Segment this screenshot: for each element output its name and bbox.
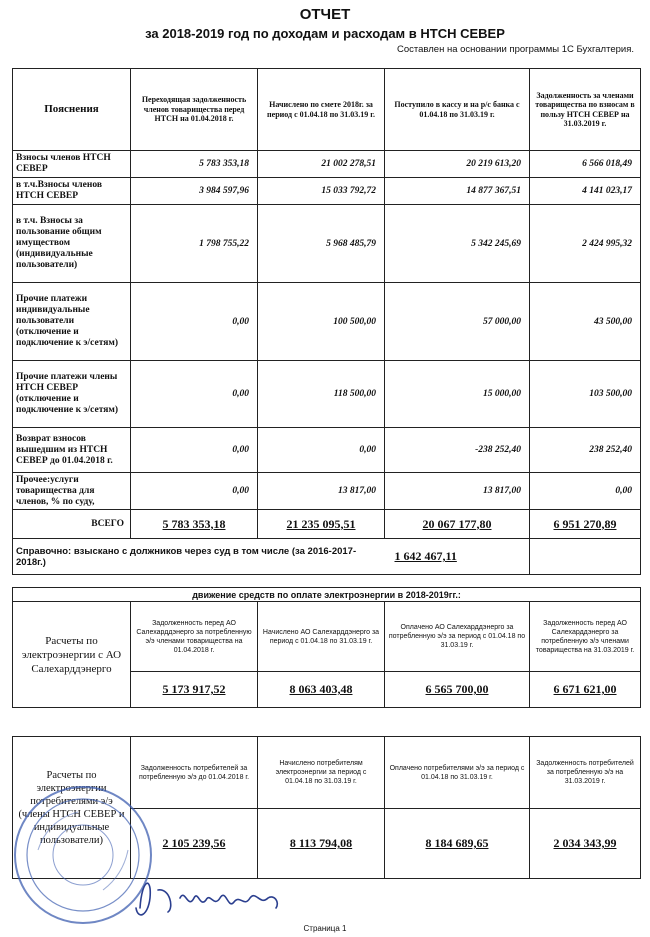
value-cell: 0,00 — [131, 361, 258, 428]
value-cell: 0,00 — [258, 428, 385, 473]
header-cell: Задолженность потребителей за потребленную э/э на 31.03.2019 г. — [530, 737, 641, 809]
electric-section-title: движение средств по оплате электроэнергии в 2018-2019гг.: — [13, 588, 641, 602]
reference-value: 1 642 467,11 — [385, 539, 530, 575]
electric-supplier-table — [12, 587, 641, 708]
value-cell: 2 424 995,32 — [530, 205, 641, 283]
header-cell: Задолженность перед АО Салехарддэнерго за потребленную э/э членами товарищества на 01.04.2018 г. — [131, 602, 258, 672]
header-cell: Пояснения — [13, 69, 131, 151]
value-cell: 13 817,00 — [258, 473, 385, 510]
total-row — [13, 510, 641, 539]
row-label: Взносы членов НТСН СЕВЕР — [13, 151, 131, 178]
table-row — [13, 178, 641, 205]
header-cell: Начислено АО Салехарддэнерго за период с 01.04.18 по 31.03.19 г. — [258, 602, 385, 672]
value-cell: 13 817,00 — [385, 473, 530, 510]
electric-value: 8 063 403,48 — [258, 672, 385, 708]
consumers-value: 2 034 343,99 — [530, 809, 641, 879]
electric-value: 6 565 700,00 — [385, 672, 530, 708]
header-cell: Переходящая задолженность членов товарищества перед НТСН на 01.04.2018 г. — [131, 69, 258, 151]
reference-row — [13, 539, 641, 575]
page-number: Страница 1 — [303, 924, 347, 933]
header-cell: Оплачено потребителями э/э за период с 01.04.18 по 31.03.19 г. — [385, 737, 530, 809]
value-cell: 43 500,00 — [530, 283, 641, 361]
total-value: 20 067 177,80 — [385, 510, 530, 539]
report-subtitle: за 2018-2019 год по доходам и расходам в НТСН СЕВЕР — [145, 26, 505, 41]
value-cell: 0,00 — [131, 473, 258, 510]
row-label: Возврат взносов вышедшим из НТСН СЕВЕР до 01.04.2018 г. — [13, 428, 131, 473]
row-label: Прочие платежи индивидуальные пользователи (отключение и подключение к э/сетям) — [13, 283, 131, 361]
value-cell: -238 252,40 — [385, 428, 530, 473]
row-label: Прочее:услуги товарищества для членов, % по суду, — [13, 473, 131, 510]
header-cell: Задолженность за членами товарищества по взносам в пользу НТСН СЕВЕР на 31.03.2019 г. — [530, 69, 641, 151]
value-cell: 6 566 018,49 — [530, 151, 641, 178]
header-cell: Начислено потребителям электроэнергии за период с 01.04.18 по 31.03.19 г. — [258, 737, 385, 809]
header-cell: Оплачено АО Салехарддэнерго за потребленную э/э за период с 01.04.18 по 31.03.19 г. — [385, 602, 530, 672]
reference-empty — [530, 539, 641, 575]
table-row — [13, 473, 641, 510]
header-cell: Задолженность перед АО Салехарддэнерго за потребленную э/э членами товарищества на 31.03.2019 г. — [530, 602, 641, 672]
table-row — [13, 361, 641, 428]
table-row — [13, 283, 641, 361]
value-cell: 5 783 353,18 — [131, 151, 258, 178]
signature-icon — [130, 868, 290, 928]
consumers-value: 8 184 689,65 — [385, 809, 530, 879]
electric-value: 6 671 621,00 — [530, 672, 641, 708]
value-cell: 5 342 245,69 — [385, 205, 530, 283]
value-cell: 20 219 613,20 — [385, 151, 530, 178]
value-cell: 15 033 792,72 — [258, 178, 385, 205]
value-cell: 100 500,00 — [258, 283, 385, 361]
consumers-value: 2 105 239,56 — [131, 809, 258, 879]
value-cell: 3 984 597,96 — [131, 178, 258, 205]
total-value: 5 783 353,18 — [131, 510, 258, 539]
value-cell: 5 968 485,79 — [258, 205, 385, 283]
total-value: 21 235 095,51 — [258, 510, 385, 539]
table-row — [13, 205, 641, 283]
row-label: в т.ч.Взносы членов НТСН СЕВЕР — [13, 178, 131, 205]
electric-header-row — [13, 602, 641, 672]
table-header-row — [13, 69, 641, 151]
value-cell: 0,00 — [530, 473, 641, 510]
value-cell: 238 252,40 — [530, 428, 641, 473]
row-label: Прочие платежи члены НТСН СЕВЕР (отключение и подключение к э/сетям) — [13, 361, 131, 428]
report-title: ОТЧЕТ — [299, 6, 351, 23]
value-cell: 15 000,00 — [385, 361, 530, 428]
value-cell: 0,00 — [131, 428, 258, 473]
value-cell: 21 002 278,51 — [258, 151, 385, 178]
report-basis-note: Составлен на основании программы 1С Бухгалтерия. — [397, 44, 634, 55]
main-report-table — [12, 68, 641, 575]
total-label: ВСЕГО — [13, 510, 131, 539]
total-value: 6 951 270,89 — [530, 510, 641, 539]
header-cell: Поступило в кассу и на р/с банка с 01.04.18 по 31.03.19 г. — [385, 69, 530, 151]
table-row — [13, 151, 641, 178]
value-cell: 0,00 — [131, 283, 258, 361]
table-row — [13, 428, 641, 473]
value-cell: 103 500,00 — [530, 361, 641, 428]
row-label: в т.ч. Взносы за пользование общим имуществом (индивидуальные пользователи) — [13, 205, 131, 283]
value-cell: 57 000,00 — [385, 283, 530, 361]
consumers-row-label: Расчеты по электроэнергии потребителями э/э (члены НТСН СЕВЕР и индивидуальные пользователи) — [13, 737, 131, 879]
section-title-row — [13, 588, 641, 602]
electric-value: 5 173 917,52 — [131, 672, 258, 708]
consumers-value: 8 113 794,08 — [258, 809, 385, 879]
value-cell: 1 798 755,22 — [131, 205, 258, 283]
reference-label: Справочно: взыскано с должников через суд в том числе (за 2016-2017-2018г.) — [13, 539, 385, 575]
value-cell: 14 877 367,51 — [385, 178, 530, 205]
header-cell: Задолженность потребителей за потребленную э/э до 01.04.2018 г. — [131, 737, 258, 809]
value-cell: 4 141 023,17 — [530, 178, 641, 205]
electric-row-label: Расчеты по электроэнергии с АО Салехарддэнерго — [13, 602, 131, 708]
value-cell: 118 500,00 — [258, 361, 385, 428]
header-cell: Начислено по смете 2018г. за период с 01.04.18 по 31.03.19 г. — [258, 69, 385, 151]
